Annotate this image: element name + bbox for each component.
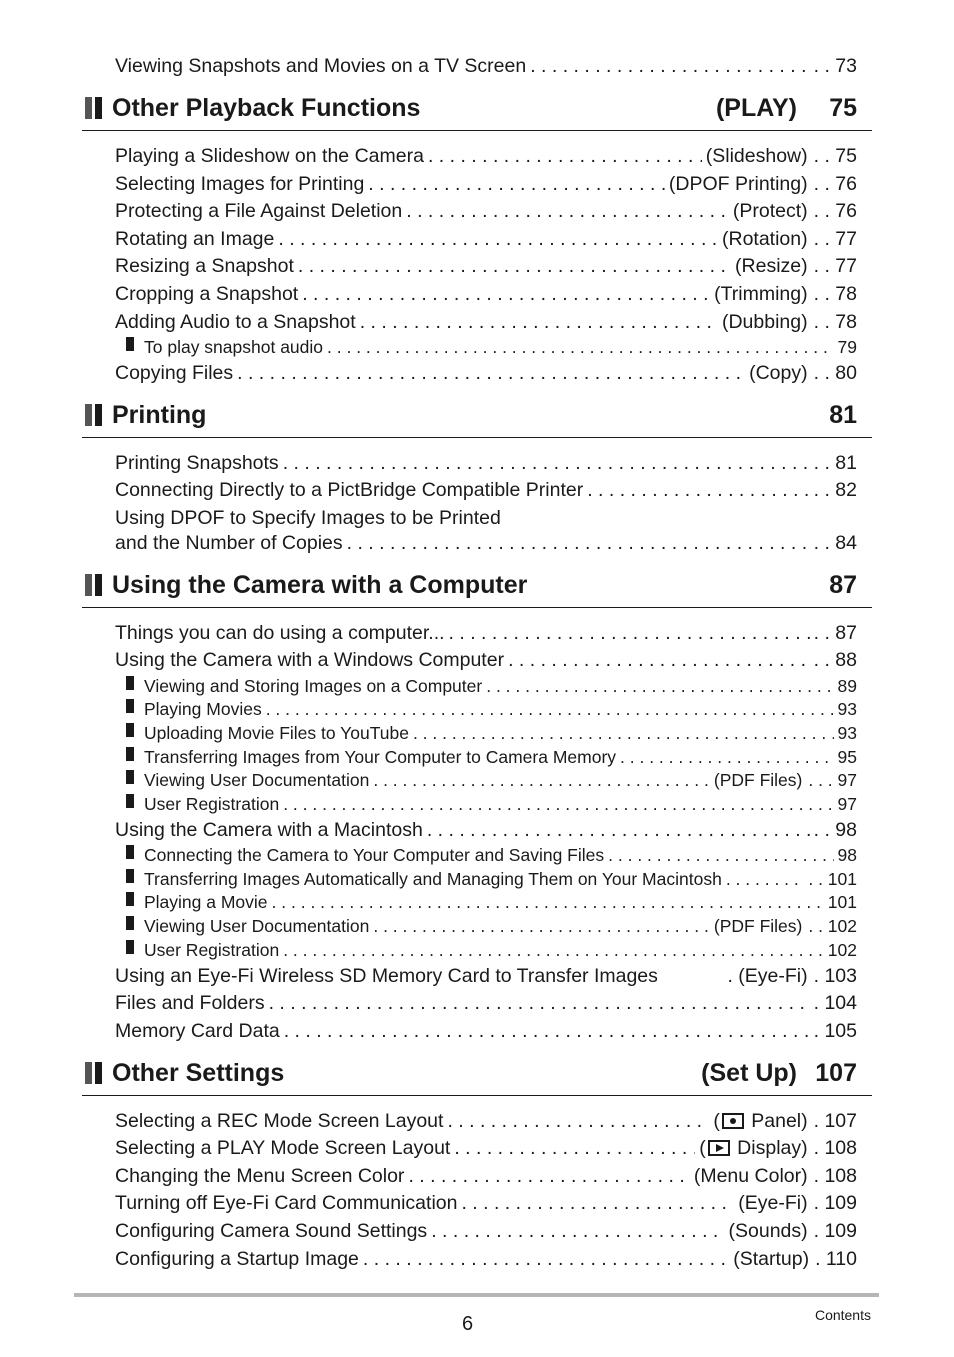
dot-leader <box>272 891 824 913</box>
toc-subentry[interactable] <box>126 698 857 720</box>
entry-title: Using an Eye-Fi Wireless SD Memory Card to Transfer Images <box>115 965 658 987</box>
entry-tag: . (Eye-Fi) <box>727 965 808 987</box>
entry-title: Playing Movies <box>144 699 262 719</box>
entry-page: 89 <box>837 676 857 696</box>
entry-page: . . 80 <box>813 362 857 384</box>
entry-page: . 107 <box>813 1110 857 1132</box>
dot-leader <box>408 1163 689 1189</box>
bullet-icon <box>126 940 134 954</box>
dot-leader <box>413 722 834 744</box>
toc-entry[interactable] <box>115 1190 857 1216</box>
entry-title: Configuring Camera Sound Settings <box>115 1220 428 1242</box>
entry-page: . 105 <box>813 1020 857 1042</box>
entry-page: . . 73 <box>813 55 857 77</box>
footer-label[interactable]: Contents <box>814 1307 871 1323</box>
entry-title: Things you can do using a computer... <box>115 622 445 644</box>
dot-leader <box>508 647 810 673</box>
entry-title: Using DPOF to Specify Images to be Printed <box>115 507 501 529</box>
toc-subentry[interactable] <box>126 891 857 913</box>
entry-page: . . 77 <box>813 255 857 277</box>
toc-entry[interactable] <box>115 530 857 556</box>
entry-page: 102 <box>827 940 857 960</box>
dot-leader <box>373 769 710 791</box>
bullet-icon <box>126 337 134 351</box>
dot-leader <box>530 53 809 79</box>
entry-page: . . 82 <box>813 479 857 501</box>
section-heading-computer[interactable] <box>82 567 872 608</box>
entry-title: Selecting a PLAY Mode Screen Layout <box>115 1137 451 1159</box>
toc-entry[interactable] <box>115 1135 857 1161</box>
entry-page: . . 101 <box>808 869 857 889</box>
entry-page: . . 78 <box>813 311 857 333</box>
entry-title: Using the Camera with a Windows Computer <box>115 649 505 671</box>
section-heading-playback[interactable] <box>82 90 872 131</box>
bullet-icon <box>126 916 134 930</box>
entry-title: Files and Folders <box>115 992 265 1014</box>
dot-leader <box>327 336 834 358</box>
toc-entry[interactable] <box>115 620 857 646</box>
entry-title: Rotating an Image <box>115 228 275 250</box>
entry-tag: (DPOF Printing) <box>668 173 808 195</box>
entry-page: 95 <box>837 747 857 767</box>
toc-entry[interactable] <box>115 647 857 673</box>
toc-entry[interactable] <box>115 171 857 197</box>
dot-leader <box>587 477 809 503</box>
entry-page: 79 <box>837 337 857 357</box>
entry-title: Printing Snapshots <box>115 452 279 474</box>
section-page: 87 <box>829 571 857 599</box>
toc-entry[interactable] <box>115 990 857 1016</box>
entry-title: Viewing and Storing Images on a Computer <box>144 676 483 696</box>
entry-title: Changing the Menu Screen Color <box>115 1165 405 1187</box>
entry-page: . 108 <box>813 1165 857 1187</box>
toc-subentry[interactable] <box>126 336 857 358</box>
dot-leader <box>302 281 710 307</box>
entry-tag: (Sounds) <box>728 1220 808 1242</box>
toc-subentry[interactable] <box>126 769 857 791</box>
dot-leader <box>284 1018 810 1044</box>
toc-entry[interactable] <box>115 450 857 476</box>
entry-page: . . 102 <box>808 916 857 936</box>
toc-entry[interactable] <box>115 198 857 224</box>
entry-title: Viewing User Documentation <box>144 770 370 790</box>
dot-leader <box>363 1246 729 1272</box>
entry-page: 93 <box>837 723 857 743</box>
entry-page: . . . 97 <box>808 770 857 790</box>
entry-page: . 109 <box>813 1220 857 1242</box>
section-marker-icon <box>85 97 105 119</box>
section-marker-icon <box>85 574 105 596</box>
entry-page: . 110 <box>815 1248 857 1270</box>
entry-page: . . 81 <box>813 452 857 474</box>
toc-entry[interactable] <box>115 309 857 335</box>
entry-page: 98 <box>837 845 857 865</box>
toc-entry[interactable] <box>115 1246 857 1272</box>
dot-leader <box>454 1135 695 1161</box>
entry-title: Connecting Directly to a PictBridge Compatible Printer <box>115 479 584 501</box>
entry-page: . 108 <box>813 1137 857 1159</box>
entry-page: . . 77 <box>813 228 857 250</box>
entry-title: Selecting a REC Mode Screen Layout <box>115 1110 444 1132</box>
dot-leader <box>298 253 731 279</box>
entry-title: Resizing a Snapshot <box>115 255 294 277</box>
entry-page: . . 98 <box>813 819 857 841</box>
footer-rule <box>74 1293 879 1297</box>
dot-leader <box>447 1108 709 1134</box>
bullet-icon <box>126 845 134 859</box>
entry-title: Transferring Images from Your Computer to Camera Memory <box>144 747 617 767</box>
dot-leader <box>283 450 810 476</box>
entry-page: . . 78 <box>813 283 857 305</box>
play-icon <box>708 1140 730 1156</box>
dot-leader <box>373 915 710 937</box>
entry-title: Viewing Snapshots and Movies on a TV Screen <box>115 55 527 77</box>
entry-title: Viewing User Documentation <box>144 916 370 936</box>
camera-icon <box>722 1113 744 1129</box>
toc-entry[interactable] <box>115 253 857 279</box>
entry-title: User Registration <box>144 794 280 814</box>
section-title: Printing <box>112 401 207 429</box>
entry-title: and the Number of Copies <box>115 532 343 554</box>
section-marker-icon <box>85 1062 105 1084</box>
entry-page: . 109 <box>813 1192 857 1214</box>
section-page: 81 <box>829 401 857 429</box>
dot-leader <box>283 939 824 961</box>
dot-leader <box>620 746 834 768</box>
entry-tag: (Copy) <box>749 362 808 384</box>
bullet-icon <box>126 869 134 883</box>
dot-leader <box>237 360 745 386</box>
toc-entry[interactable] <box>115 1163 857 1189</box>
entry-tag: (Rotation) <box>722 228 808 250</box>
entry-tag: (Startup) <box>733 1248 810 1270</box>
dot-leader <box>269 990 810 1016</box>
dot-leader <box>428 143 702 169</box>
entry-title: Copying Files <box>115 362 234 384</box>
entry-title: Cropping a Snapshot <box>115 283 299 305</box>
entry-tag: (PDF Files) <box>713 770 803 790</box>
toc-subentry[interactable] <box>126 844 857 866</box>
dot-leader <box>608 844 833 866</box>
dot-leader <box>283 793 833 815</box>
entry-title: Transferring Images Automatically and Managing Them on Your Macintosh <box>144 869 722 889</box>
dot-leader <box>486 675 833 697</box>
toc-entry[interactable] <box>115 963 857 989</box>
toc-subentry[interactable] <box>126 915 857 937</box>
section-page: 107 <box>815 1059 857 1087</box>
entry-page: . . 76 <box>813 173 857 195</box>
dot-leader <box>347 530 810 556</box>
dot-leader <box>406 198 729 224</box>
toc-subentry[interactable] <box>126 793 857 815</box>
entry-title: Using the Camera with a Macintosh <box>115 819 423 841</box>
entry-title: Memory Card Data <box>115 1020 280 1042</box>
dot-leader <box>461 1190 734 1216</box>
entry-title: Uploading Movie Files to YouTube <box>144 723 409 743</box>
bullet-icon <box>126 699 134 713</box>
dot-leader <box>431 1218 724 1244</box>
toc-entry[interactable] <box>115 281 857 307</box>
toc-entry[interactable] <box>115 360 857 386</box>
entry-tag: (Slideshow) <box>705 145 808 167</box>
section-heading-printing[interactable] <box>82 397 872 438</box>
entry-title: Configuring a Startup Image <box>115 1248 359 1270</box>
entry-page: 97 <box>837 794 857 814</box>
entry-tag: ( Display) <box>699 1137 808 1159</box>
toc-entry[interactable] <box>115 143 857 169</box>
entry-title: Playing a Slideshow on the Camera <box>115 145 424 167</box>
entry-tag: (Eye-Fi) <box>738 1192 808 1214</box>
entry-page: 101 <box>827 892 857 912</box>
entry-tag: (Trimming) <box>714 283 808 305</box>
entry-page: . 104 <box>813 992 857 1014</box>
entry-page: 93 <box>837 699 857 719</box>
section-marker-icon <box>85 404 105 426</box>
section-title: Using the Camera with a Computer <box>112 571 528 599</box>
section-title: Other Playback Functions <box>112 94 421 122</box>
toc-entry[interactable] <box>115 477 857 503</box>
dot-leader <box>726 868 805 890</box>
bullet-icon <box>126 794 134 808</box>
toc-entry[interactable] <box>115 1108 857 1134</box>
toc-entry[interactable] <box>115 53 857 79</box>
entry-title: Connecting the Camera to Your Computer and Saving Files <box>144 845 605 865</box>
entry-page: . . 87 <box>813 622 857 644</box>
dot-leader <box>427 817 810 843</box>
dot-leader <box>360 309 718 335</box>
toc-subentry[interactable] <box>126 939 857 961</box>
entry-tag: (PDF Files) <box>713 916 803 936</box>
entry-tag: (Dubbing) <box>721 311 808 333</box>
section-tag: (Set Up) <box>701 1059 797 1087</box>
entry-tag: (Protect) <box>732 200 808 222</box>
entry-page: . 103 <box>813 965 857 987</box>
toc-subentry[interactable] <box>126 746 857 768</box>
section-page: 75 <box>829 94 857 122</box>
entry-title: Adding Audio to a Snapshot <box>115 311 356 333</box>
entry-page: . . 75 <box>813 145 857 167</box>
bullet-icon <box>126 676 134 690</box>
entry-title: User Registration <box>144 940 280 960</box>
dot-leader <box>266 698 834 720</box>
entry-title: Protecting a File Against Deletion <box>115 200 403 222</box>
entry-page: . . 84 <box>813 532 857 554</box>
toc-entry[interactable] <box>115 1218 857 1244</box>
toc-entry[interactable] <box>115 226 857 252</box>
dot-leader <box>368 171 665 197</box>
bullet-icon <box>126 747 134 761</box>
toc-subentry[interactable] <box>126 675 857 697</box>
entry-page: . . 76 <box>813 200 857 222</box>
entry-title: Turning off Eye-Fi Card Communication <box>115 1192 458 1214</box>
bullet-icon <box>126 892 134 906</box>
entry-tag: (Resize) <box>735 255 808 277</box>
entry-page: . . 88 <box>813 649 857 671</box>
entry-title: Selecting Images for Printing <box>115 173 365 195</box>
dot-leader <box>278 226 718 252</box>
page-number: 6 <box>462 1313 474 1335</box>
toc-entry-line[interactable] <box>115 505 857 531</box>
section-title: Other Settings <box>112 1059 285 1087</box>
bullet-icon <box>126 723 134 737</box>
entry-title: Playing a Movie <box>144 892 268 912</box>
toc-entry[interactable] <box>115 1018 857 1044</box>
dot-leader <box>449 620 810 646</box>
toc-entry[interactable] <box>115 817 857 843</box>
entry-tag: (Menu Color) <box>693 1165 808 1187</box>
section-heading-settings[interactable] <box>82 1055 872 1096</box>
section-tag: (PLAY) <box>715 94 797 122</box>
bullet-icon <box>126 770 134 784</box>
entry-title: To play snapshot audio <box>144 337 324 357</box>
toc-subentry[interactable] <box>126 868 857 890</box>
entry-tag: ( Panel) <box>713 1110 808 1132</box>
toc-subentry[interactable] <box>126 722 857 744</box>
